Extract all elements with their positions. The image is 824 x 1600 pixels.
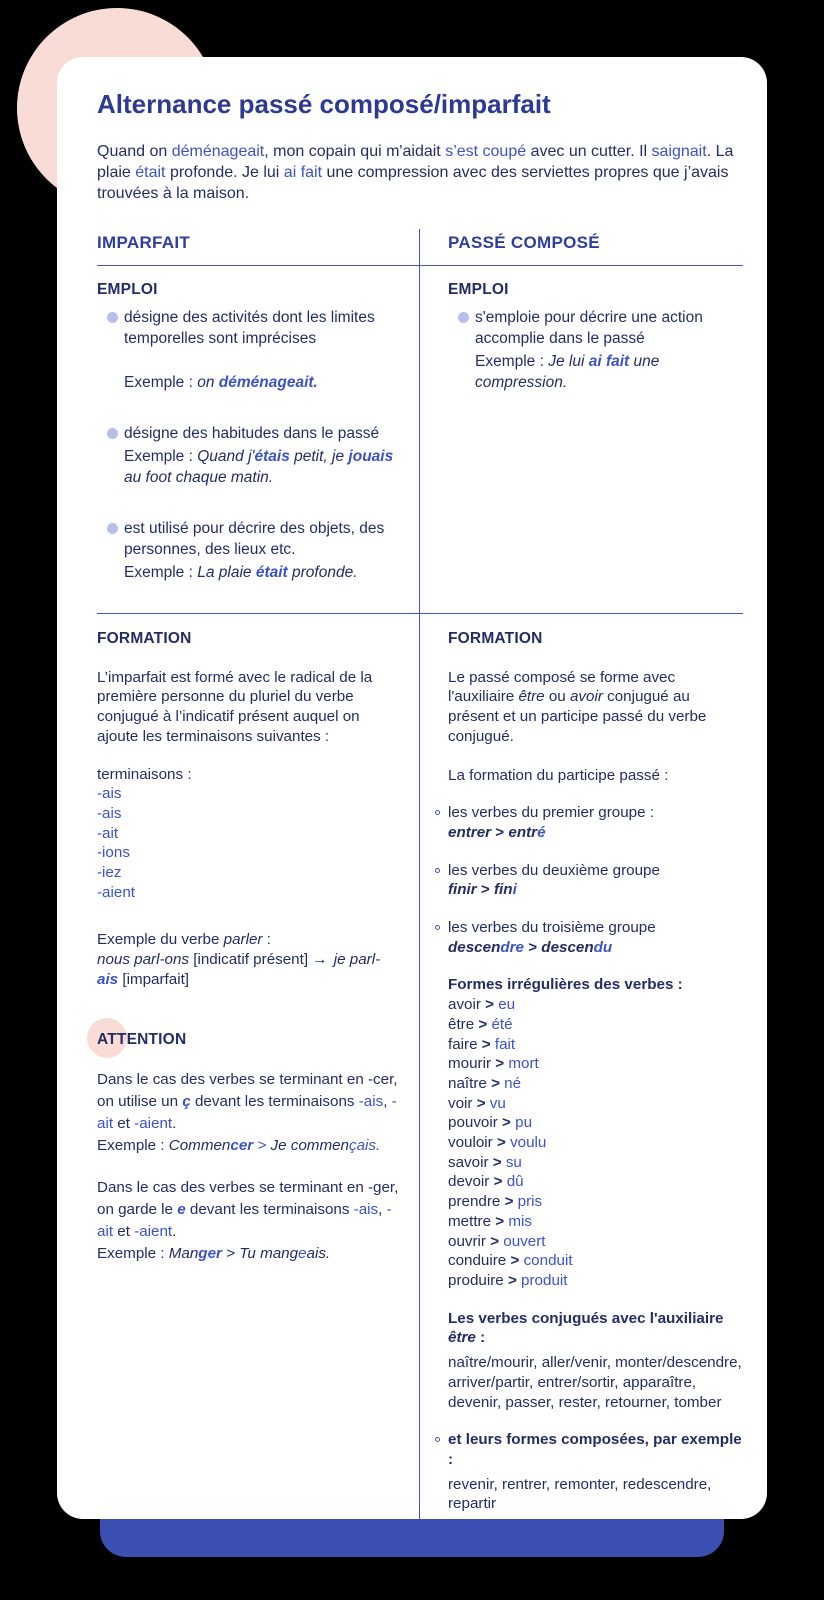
imparfait-emploi-section (97, 266, 420, 614)
bullet-dot-icon (107, 312, 118, 323)
section-heading-formation: FORMATION (97, 630, 192, 647)
terminaisons-label: terminaisons : (97, 765, 192, 783)
group-label: les verbes du premier groupe : (448, 804, 654, 822)
bullet-dot-icon (458, 312, 469, 323)
ending-item: -aient (97, 883, 135, 901)
list-item (124, 307, 401, 393)
group-label: les verbes du deuxième groupe (448, 861, 660, 879)
example-line: Exemple : Commencer > Je commençais. (97, 1137, 381, 1155)
parler-example (97, 930, 401, 989)
irregular-verb-row: voir > vu (448, 1094, 506, 1112)
group-example: entrer > entré (448, 823, 546, 841)
irregular-verb-row: conduire > conduit (448, 1252, 573, 1270)
auxiliary-etre-verbs: naître/​mourir, aller/​venir, monter/​descendre, arriver/​partir, entrer/​sortir, apparaître, devenir, passer, rester, retourner, tomber (448, 1354, 742, 1411)
irregular-verb-row: être > été (448, 1015, 513, 1033)
ending-item: -ais (97, 785, 122, 803)
group-example: finir > fini (448, 881, 517, 899)
bullet-dot-icon (107, 428, 118, 439)
verb-group-item (448, 861, 743, 900)
attention-rule-ger (97, 1177, 401, 1265)
example-line: nous parl-ons [indicatif présent] → je parl-ais [imparfait] (97, 951, 381, 988)
irregular-verb-row: vouloir > voulu (448, 1134, 547, 1152)
composed-forms-heading: et leurs formes composées, par exemple : (448, 1431, 742, 1468)
example-line: Exemple : on déménageait. (124, 374, 318, 391)
verb-group-item (448, 918, 743, 957)
irregular-verb-row: mettre > mis (448, 1212, 532, 1230)
irregular-verb-row: avoir > eu (448, 996, 516, 1014)
example-line: Exemple : Manger > Tu mangeais. (97, 1245, 331, 1263)
ending-item: -ions (97, 844, 130, 862)
endings-list (97, 784, 401, 902)
comparison-table (97, 229, 743, 1519)
column-header-passe-compose: PASSÉ COMPOSÉ (420, 229, 743, 266)
list-item-text: désigne des activités dont les limites temporelles sont imprécises (124, 309, 375, 347)
irregular-verb-row: naître > né (448, 1074, 522, 1092)
irregular-verb-row: pouvoir > pu (448, 1114, 533, 1132)
example-line: Exemple : La plaie était profonde. (124, 564, 358, 581)
attention-rule-cer (97, 1069, 401, 1157)
example-intro: Exemple du verbe parler : (97, 931, 271, 949)
section-heading-emploi: EMPLOI (97, 281, 158, 298)
example-line: Exemple : Je lui ai fait une compression. (475, 353, 660, 391)
auxiliary-etre-heading: Les verbes conjugués avec l'auxiliaire être : (448, 1309, 724, 1347)
intro-paragraph: Quand on déménageait, mon copain qui m'aidait s’est coupé avec un cutter. Il saignait. La plaie était profonde. Je lui ai fait une compression avec des serviettes propres que j’avais trouvées à la maison. (97, 143, 734, 202)
list-item (475, 307, 743, 393)
grammar-card (57, 57, 767, 1519)
column-header-imparfait: IMPARFAIT (97, 229, 420, 266)
irregular-verb-row: produire > produit (448, 1271, 568, 1289)
bullet-dot-icon (107, 523, 118, 534)
imparfait-formation-section (97, 614, 420, 1519)
irregular-verb-row: prendre > pris (448, 1193, 543, 1211)
irregular-verb-row: savoir > su (448, 1153, 522, 1171)
ending-item: -ais (97, 804, 122, 822)
passe-compose-formation-section (420, 614, 743, 1519)
formation-paragraph: Le passé composé se forme avec l'auxiliaire être ou avoir conjugué au présent et un participe passé du verbe conjugué. (448, 668, 707, 745)
list-item-text: est utilisé pour décrire des objets, des personnes, des lieux etc. (124, 520, 385, 558)
composed-forms-verbs: revenir, rentrer, remonter, redescendre, repartir (448, 1475, 712, 1513)
participe-intro: La formation du participe passé : (448, 766, 669, 784)
passe-compose-emploi-section (420, 266, 743, 614)
open-circle-bullet-icon (435, 1437, 440, 1442)
ending-item: -iez (97, 864, 122, 882)
composed-forms-item (448, 1430, 743, 1514)
formation-paragraph: L’imparfait est formé avec le radical de la première personne du pluriel du verbe conjugué à l’indicatif présent auquel on ajoute les terminaisons suivantes : (97, 668, 373, 745)
irregular-verb-row: devoir > dû (448, 1173, 524, 1191)
section-heading-attention: ATTENTION (97, 1030, 187, 1048)
irregular-verb-row: faire > fait (448, 1035, 516, 1053)
attention-block (97, 1030, 401, 1266)
group-label: les verbes du troisième groupe (448, 919, 656, 937)
list-item (124, 423, 401, 488)
list-item (124, 518, 401, 583)
list-item-text: s'emploie pour décrire une action accomplie dans le passé (475, 309, 703, 347)
irregular-verb-row: ouvrir > ouvert (448, 1232, 546, 1250)
page-title: Alternance passé composé/imparfait (97, 89, 551, 119)
irregular-verb-row: mourir > mort (448, 1055, 539, 1073)
rule-text: Dans le cas des verbes se terminant en -ger, on garde le e devant les terminaisons -ais, -ait et -aient. (97, 1179, 399, 1241)
list-item-text: désigne des habitudes dans le passé (124, 425, 380, 442)
open-circle-bullet-icon (435, 925, 440, 930)
ending-item: -ait (97, 824, 119, 842)
irregular-forms-heading: Formes irrégulières des verbes : (448, 976, 683, 994)
open-circle-bullet-icon (435, 810, 440, 815)
irregular-verbs-list (448, 995, 743, 1291)
section-heading-formation: FORMATION (448, 630, 543, 647)
section-heading-emploi: EMPLOI (448, 281, 509, 298)
group-example: descendre > descendu (448, 938, 613, 956)
verb-group-item (448, 803, 743, 842)
example-line: Exemple : Quand j'étais petit, je jouais au foot chaque matin. (124, 448, 394, 486)
open-circle-bullet-icon (435, 868, 440, 873)
rule-text: Dans le cas des verbes se terminant en -cer, on utilise un ç devant les terminaisons -ais, -ait et -aient. (97, 1071, 398, 1133)
